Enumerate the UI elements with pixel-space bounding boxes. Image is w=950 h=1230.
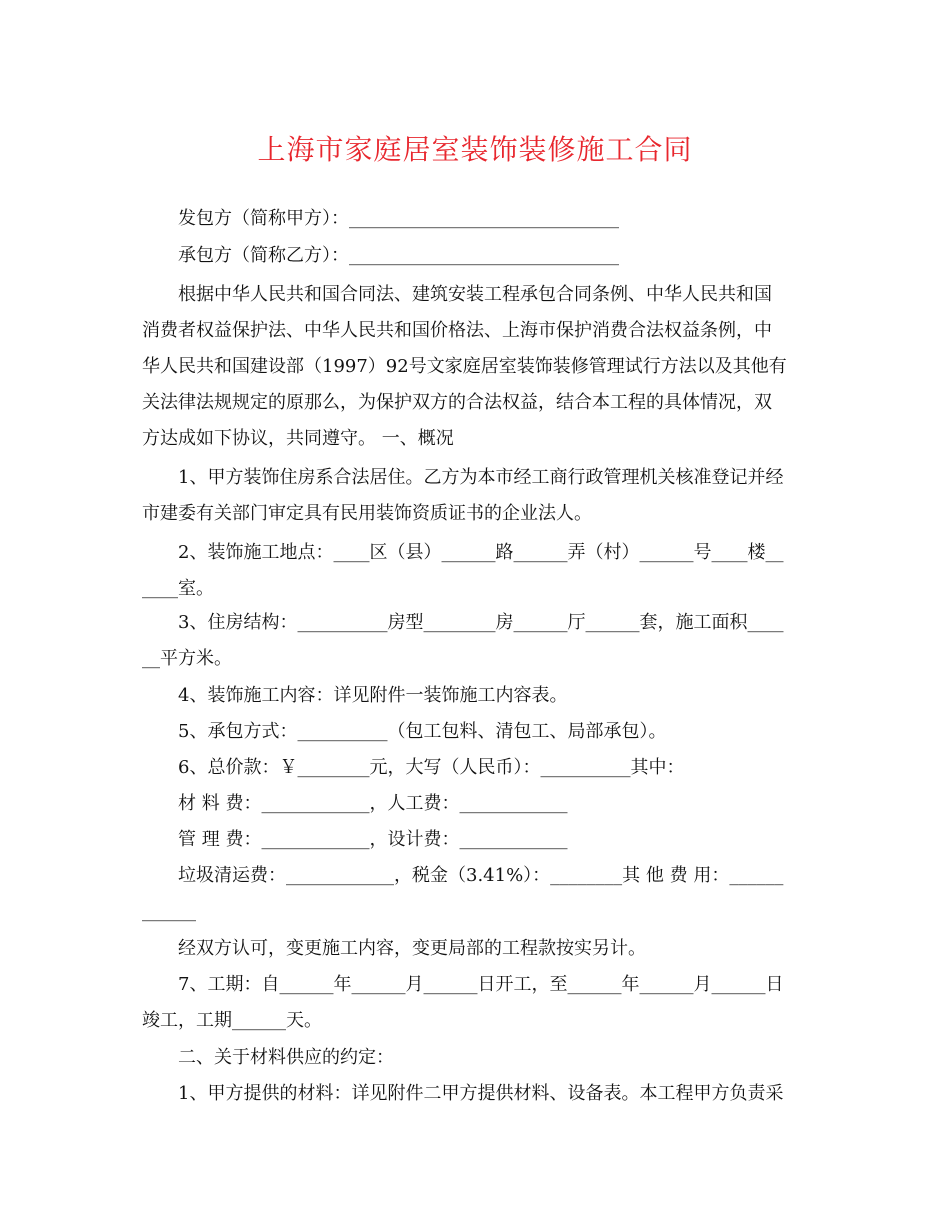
clause-3-line-1: 3、住房结构：__________房型________房______厅______套，施工面积____ — [178, 612, 784, 633]
document-title: 上海市家庭居室装饰装修施工合同 — [257, 133, 693, 166]
preamble-line-3: 华人民共和国建设部（1997）92号文家庭居室装饰装修管理试行方法以及其他有 — [142, 356, 787, 377]
fee-other-continuation-line: ______ — [142, 901, 196, 922]
preamble-line-4: 关法律法规规定的原那么，为保护双方的合法权益，结合本工程的具体情况，双 — [142, 392, 772, 413]
clause-5-line: 5、承包方式：__________（包工包料、清包工、局部承包）。 — [178, 721, 667, 742]
clause-1-line-1: 1、甲方装饰住房系合法居住。乙方为本市经工商行政管理机关核准登记并经 — [178, 467, 784, 488]
clause-7-line-1: 7、工期：自______年______月______日开工，至______年______月______日 — [178, 974, 784, 995]
section-2-clause-1-line: 1、甲方提供的材料：详见附件二甲方提供材料、设备表。本工程甲方负责采 — [178, 1083, 784, 1104]
clause-4-line: 4、装饰施工内容：详见附件一装饰施工内容表。 — [178, 685, 568, 706]
clause-3-line-2: __平方米。 — [142, 648, 232, 669]
clause-1-line-2: 市建委有关部门审定具有民用装饰资质证书的企业法人。 — [142, 503, 592, 524]
clause-6-line: 6、总价款：￥________元，大写（人民币）：__________其中： — [178, 757, 685, 778]
change-terms-line: 经双方认可，变更施工内容，变更局部的工程款按实另计。 — [178, 938, 646, 959]
fee-material-labor-line: 材 料 费：____________，人工费：____________ — [178, 793, 568, 814]
section-2-heading: 二、关于材料供应的约定： — [178, 1047, 394, 1068]
party-b-line: 承包方（简称乙方）：______________________________ — [178, 245, 619, 266]
clause-7-line-2: 竣工，工期______天。 — [142, 1010, 322, 1031]
fee-garbage-tax-other-line: 垃圾清运费：____________，税金（3.41%）：________其 他 费 用：______ — [178, 865, 784, 886]
party-a-line: 发包方（简称甲方）：______________________________ — [178, 208, 619, 229]
clause-2-line-2: ____室。 — [142, 578, 214, 599]
preamble-line-2: 消费者权益保护法、中华人民共和国价格法、上海市保护消费合法权益条例，中 — [142, 320, 772, 341]
clause-2-line-1: 2、装饰施工地点：____区（县）______路______弄（村）______号____楼__ — [178, 542, 784, 563]
fee-management-design-line: 管 理 费：____________，设计费：____________ — [178, 829, 568, 850]
preamble-line-5: 方达成如下协议，共同遵守。 一、概况 — [142, 428, 454, 449]
preamble-line-1: 根据中华人民共和国合同法、建筑安装工程承包合同条例、中华人民共和国 — [178, 284, 772, 305]
